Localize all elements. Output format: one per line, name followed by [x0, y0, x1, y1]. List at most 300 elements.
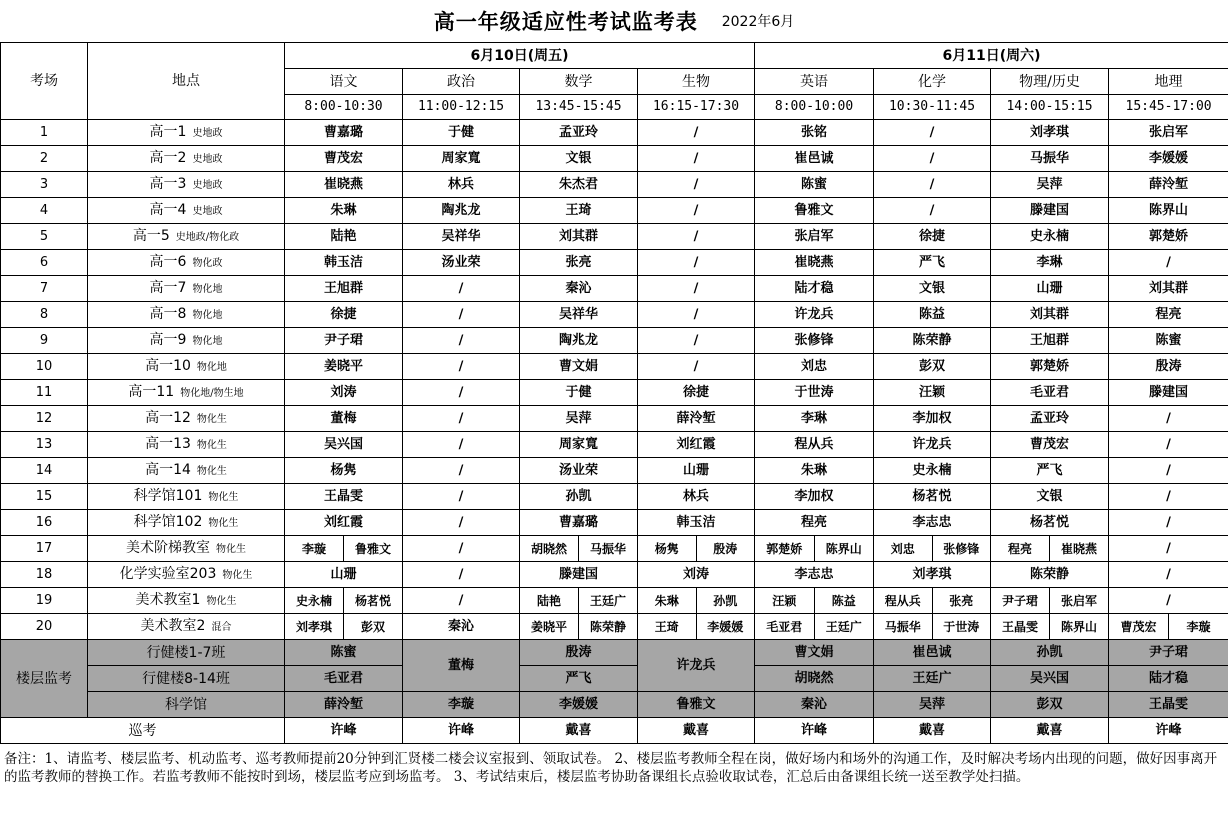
table-row [1, 146, 1228, 172]
proctor-name: 杨茗悦 [354, 593, 391, 608]
class-subject-tag: 物化生 [196, 465, 227, 477]
proctor-cell: 薛泠堑 [1109, 172, 1228, 198]
proctor-pair [285, 588, 402, 613]
proctor-pair-cell [991, 536, 1109, 562]
location-cell [88, 484, 285, 510]
proctor-cell: 山珊 [285, 562, 403, 588]
proctor-pair [520, 614, 637, 639]
table-row [1, 406, 1228, 432]
proctor-pair [991, 536, 1108, 561]
proctor-cell: 史永楠 [991, 224, 1109, 250]
patrol-cell: 许峰 [285, 718, 403, 744]
proctor-cell: / [1109, 432, 1228, 458]
proctor-name: 史永楠 [285, 588, 344, 613]
proctor-cell: 陈界山 [1109, 198, 1228, 224]
proctor-name: 陆艳 [520, 588, 579, 613]
proctor-name: 曹茂宏 [1109, 614, 1169, 639]
location-cell [88, 432, 285, 458]
location-name: 高一5 [132, 227, 170, 244]
proctor-name: 张修锋 [943, 541, 980, 556]
class-subject-tag: 史地政 [192, 205, 223, 217]
table-row [1, 354, 1228, 380]
header-room: 考场 [1, 43, 88, 120]
proctor-cell: / [403, 328, 520, 354]
location-name: 化学实验室203 [119, 565, 217, 582]
proctor-name: 殷涛 [713, 541, 738, 556]
location-name: 美术教室1 [135, 591, 201, 608]
floor-proctor-cell: 李媛媛 [520, 692, 638, 718]
proctor-cell: 孟亚玲 [520, 120, 638, 146]
location-cell [88, 354, 285, 380]
floor-proctor-cell: 尹子珺 [1109, 640, 1228, 666]
class-subject-tag: 物化生 [216, 543, 246, 555]
proctor-cell: 陈益 [874, 302, 991, 328]
proctor-cell: / [638, 328, 755, 354]
location-cell [88, 276, 285, 302]
patrol-cell: 许峰 [1109, 718, 1228, 744]
location-cell [88, 536, 285, 562]
proctor-cell: 韩玉洁 [285, 250, 403, 276]
proctor-cell: 于健 [403, 120, 520, 146]
proctor-cell: 刘其群 [520, 224, 638, 250]
table-row [1, 458, 1228, 484]
floor-proctor-cell: 董梅 [403, 640, 520, 692]
proctor-cell: 彭双 [874, 354, 991, 380]
proctor-pair [874, 588, 990, 613]
proctor-cell: / [874, 172, 991, 198]
proctor-pair-cell [991, 614, 1109, 640]
proctor-pair [755, 588, 873, 613]
class-subject-tag: 混合 [211, 621, 232, 633]
proctor-cell: 董梅 [285, 406, 403, 432]
floor-proctor-cell: 殷涛 [520, 640, 638, 666]
proctor-pair [638, 536, 754, 561]
proctor-cell: 吴萍 [520, 406, 638, 432]
location-cell [88, 250, 285, 276]
proctor-cell: / [1109, 588, 1228, 614]
proctor-cell: / [638, 172, 755, 198]
floor-proctor-cell: 曹文娟 [755, 640, 874, 666]
proctor-cell: 于健 [520, 380, 638, 406]
subject-chemistry: 化学 [874, 69, 991, 95]
class-subject-tag: 史地政 [192, 127, 223, 139]
floor-row [1, 640, 1228, 666]
proctor-pair [1109, 614, 1228, 639]
proctor-cell: / [403, 406, 520, 432]
proctor-name: 张亮 [949, 593, 974, 608]
proctor-pair [991, 588, 1108, 613]
subject-physics-history: 物理/历史 [991, 69, 1109, 95]
proctor-cell: 张启军 [1109, 120, 1228, 146]
class-subject-tag: 物化地 [192, 335, 223, 347]
class-subject-tag: 物化生 [208, 491, 239, 503]
class-subject-tag: 物化生 [196, 413, 227, 425]
proctor-cell: 滕建国 [520, 562, 638, 588]
proctor-cell: 曹茂宏 [285, 146, 403, 172]
proctor-cell: 杨茗悦 [991, 510, 1109, 536]
location-name: 高一13 [145, 435, 191, 452]
proctor-cell: / [638, 276, 755, 302]
floor-proctor-cell: 李璇 [403, 692, 520, 718]
table-row [1, 432, 1228, 458]
proctor-cell: 杨隽 [285, 458, 403, 484]
proctor-cell: / [403, 354, 520, 380]
proctor-name: 陈益 [831, 593, 856, 608]
proctor-cell: / [403, 536, 520, 562]
proctor-cell: / [1109, 484, 1228, 510]
proctor-pair [638, 588, 754, 613]
proctor-cell: / [1109, 458, 1228, 484]
proctor-name: 毛亚君 [755, 614, 815, 639]
table-row [1, 276, 1228, 302]
location-cell [88, 328, 285, 354]
floor-proctor-cell: 崔邑诚 [874, 640, 991, 666]
proctor-name: 李媛媛 [707, 619, 744, 634]
floor-proctor-cell: 孙凯 [991, 640, 1109, 666]
floor-proctor-cell: 彭双 [991, 692, 1109, 718]
proctor-cell: 陶兆龙 [520, 328, 638, 354]
proctor-cell: / [638, 250, 755, 276]
proctor-cell: / [403, 510, 520, 536]
class-subject-tag: 物化政 [192, 257, 223, 269]
proctor-name: 尹子珺 [991, 588, 1050, 613]
proctor-cell: 陈荣静 [991, 562, 1109, 588]
proctor-cell: 崔邑诚 [755, 146, 874, 172]
location-cell [88, 172, 285, 198]
patrol-label: 巡考 [1, 718, 285, 744]
room-number: 1 [1, 120, 88, 146]
proctor-cell: 曹嘉璐 [520, 510, 638, 536]
location-cell [88, 614, 285, 640]
class-subject-tag: 物化生 [196, 439, 227, 451]
proctor-cell: 李加权 [874, 406, 991, 432]
proctor-pair-cell [755, 614, 874, 640]
proctor-cell: / [1109, 536, 1228, 562]
proctor-name: 刘忠 [874, 536, 933, 561]
proctor-cell: 陶兆龙 [403, 198, 520, 224]
location-cell [88, 146, 285, 172]
proctor-cell: 王晶雯 [285, 484, 403, 510]
class-subject-tag: 物化地 [196, 361, 227, 373]
proctor-cell: / [403, 588, 520, 614]
proctor-cell: 鲁雅文 [755, 198, 874, 224]
proctor-cell: 周家寬 [520, 432, 638, 458]
proctor-cell: 杨茗悦 [874, 484, 991, 510]
proctor-cell: / [403, 562, 520, 588]
proctor-name: 刘孝琪 [285, 614, 344, 639]
proctor-cell: / [403, 484, 520, 510]
title-bar [0, 0, 1228, 42]
proctor-cell: 刘孝琪 [874, 562, 991, 588]
header-day2: 6月11日(周六) [755, 43, 1228, 69]
room-number: 15 [1, 484, 88, 510]
location-name: 高一14 [145, 461, 191, 478]
room-number: 2 [1, 146, 88, 172]
time-slot: 14:00-15:15 [991, 95, 1109, 120]
proctor-name: 杨隽 [638, 536, 697, 561]
proctor-cell: 李加权 [755, 484, 874, 510]
proctor-pair [755, 536, 873, 561]
proctor-cell: 张修锋 [755, 328, 874, 354]
table-row [1, 302, 1228, 328]
patrol-cell: 戴喜 [991, 718, 1109, 744]
floor-proctor-cell: 陈蜜 [285, 640, 403, 666]
location-name: 高一12 [145, 409, 191, 426]
floor-building: 行健楼8-14班 [88, 666, 285, 692]
proctor-cell: / [874, 120, 991, 146]
proctor-cell: 徐捷 [874, 224, 991, 250]
room-number: 9 [1, 328, 88, 354]
proctor-cell: / [874, 146, 991, 172]
proctor-cell: 王琦 [520, 198, 638, 224]
proctor-name: 陈荣静 [589, 619, 626, 634]
proctor-cell: 张亮 [520, 250, 638, 276]
patrol-cell: 戴喜 [520, 718, 638, 744]
proctor-cell: / [403, 432, 520, 458]
floor-row [1, 666, 1228, 692]
proctor-cell: 刘红霞 [638, 432, 755, 458]
proctor-cell: 汤业荣 [520, 458, 638, 484]
proctor-name: 彭双 [360, 619, 385, 634]
proctor-cell: / [638, 224, 755, 250]
proctor-cell: 吴祥华 [403, 224, 520, 250]
proctor-cell: 尹子珺 [285, 328, 403, 354]
location-cell [88, 406, 285, 432]
proctor-pair-cell [638, 614, 755, 640]
proctor-cell: / [638, 198, 755, 224]
proctor-name: 胡晓然 [520, 536, 579, 561]
location-name: 高一4 [149, 201, 187, 218]
proctor-name: 朱琳 [638, 588, 697, 613]
proctor-cell: 刘忠 [755, 354, 874, 380]
proctor-cell: / [1109, 406, 1228, 432]
floor-proctor-cell: 王廷广 [874, 666, 991, 692]
location-cell [88, 120, 285, 146]
proctor-cell: 程从兵 [755, 432, 874, 458]
proctor-pair-cell [874, 614, 991, 640]
proctor-cell: 文银 [991, 484, 1109, 510]
room-number: 4 [1, 198, 88, 224]
table-row [1, 536, 1228, 562]
floor-proctor-cell: 严飞 [520, 666, 638, 692]
proctor-cell: / [638, 354, 755, 380]
proctor-cell: 殷涛 [1109, 354, 1228, 380]
room-number: 7 [1, 276, 88, 302]
proctor-cell: 郭楚娇 [1109, 224, 1228, 250]
floor-proctor-cell: 王晶雯 [1109, 692, 1228, 718]
room-number: 10 [1, 354, 88, 380]
location-cell [88, 588, 285, 614]
proctor-cell: 滕建国 [991, 198, 1109, 224]
location-name: 高一7 [149, 279, 187, 296]
table-row [1, 562, 1228, 588]
floor-building: 科学馆 [88, 692, 285, 718]
patrol-cell: 许峰 [755, 718, 874, 744]
proctor-pair-cell [520, 614, 638, 640]
table-row [1, 588, 1228, 614]
table-body [1, 43, 1228, 744]
time-slot: 8:00-10:00 [755, 95, 874, 120]
proctor-cell: 吴萍 [991, 172, 1109, 198]
header-location: 地点 [88, 43, 285, 120]
floor-proctor-cell: 许龙兵 [638, 640, 755, 692]
class-subject-tag: 物化地 [192, 283, 223, 295]
location-name: 美术教室2 [140, 617, 206, 634]
proctor-name: 姜晓平 [520, 614, 579, 639]
proctor-cell: 严飞 [874, 250, 991, 276]
page-title: 高一年级适应性考试监考表 [433, 9, 698, 34]
proctor-name: 王晶雯 [991, 614, 1050, 639]
proctor-cell: 程亮 [1109, 302, 1228, 328]
proctor-pair-cell [874, 588, 991, 614]
proctor-cell: 王旭群 [285, 276, 403, 302]
floor-proctor-cell: 秦沁 [755, 692, 874, 718]
proctor-cell: 林兵 [403, 172, 520, 198]
location-name: 科学馆102 [133, 513, 203, 530]
proctor-pair-cell [755, 536, 874, 562]
proctor-cell: 崔晓燕 [755, 250, 874, 276]
proctor-pair [285, 536, 402, 561]
proctor-cell: 严飞 [991, 458, 1109, 484]
page-subtitle: 2022年6月 [721, 14, 795, 30]
proctor-cell: 曹茂宏 [991, 432, 1109, 458]
proctor-pair [285, 614, 402, 639]
proctor-pair-cell [285, 588, 403, 614]
proctor-pair [520, 536, 637, 561]
floor-proctor-label: 楼层监考 [1, 640, 88, 718]
floor-proctor-cell: 毛亚君 [285, 666, 403, 692]
proctor-name: 王琦 [638, 614, 697, 639]
table-row [1, 250, 1228, 276]
proctor-cell: / [1109, 250, 1228, 276]
proctor-cell: 程亮 [755, 510, 874, 536]
proctor-pair [874, 614, 990, 639]
proctor-cell: / [638, 120, 755, 146]
table-row [1, 510, 1228, 536]
room-number: 16 [1, 510, 88, 536]
proctor-cell: 刘其群 [991, 302, 1109, 328]
proctor-cell: 陈荣静 [874, 328, 991, 354]
proctor-cell: 薛泠堑 [638, 406, 755, 432]
subject-biology: 生物 [638, 69, 755, 95]
table-row [1, 380, 1228, 406]
proctor-pair-cell [874, 536, 991, 562]
proctor-cell: / [403, 458, 520, 484]
table-row [1, 224, 1228, 250]
proctor-name: 崔晓燕 [1061, 541, 1098, 556]
proctor-pair [991, 614, 1108, 639]
proctor-cell: 李志忠 [874, 510, 991, 536]
proctor-pair-cell [638, 588, 755, 614]
location-name: 科学馆101 [133, 487, 203, 504]
patrol-cell: 戴喜 [874, 718, 991, 744]
table-row [1, 172, 1228, 198]
room-number: 20 [1, 614, 88, 640]
floor-row [1, 692, 1228, 718]
proctor-cell: 张铭 [755, 120, 874, 146]
proctor-cell: 陆艳 [285, 224, 403, 250]
proctor-cell: 秦沁 [403, 614, 520, 640]
room-number: 11 [1, 380, 88, 406]
proctor-cell: 崔晓燕 [285, 172, 403, 198]
time-slot: 16:15-17:30 [638, 95, 755, 120]
location-cell [88, 302, 285, 328]
proctor-cell: 山珊 [638, 458, 755, 484]
location-cell [88, 380, 285, 406]
proctor-cell: 文银 [520, 146, 638, 172]
subject-politics: 政治 [403, 69, 520, 95]
proctor-cell: 吴祥华 [520, 302, 638, 328]
floor-proctor-cell: 吴萍 [874, 692, 991, 718]
time-slot: 10:30-11:45 [874, 95, 991, 120]
location-name: 美术阶梯教室 [126, 539, 210, 556]
floor-proctor-cell: 吴兴国 [991, 666, 1109, 692]
proctor-cell: 郭楚娇 [991, 354, 1109, 380]
proctor-cell: 马振华 [991, 146, 1109, 172]
room-number: 8 [1, 302, 88, 328]
location-name: 高一2 [149, 149, 187, 166]
proctor-cell: / [638, 302, 755, 328]
proctor-name: 程亮 [991, 536, 1050, 561]
class-subject-tag: 物化生 [206, 595, 237, 607]
proctor-pair-cell [755, 588, 874, 614]
room-number: 14 [1, 458, 88, 484]
table-row [1, 198, 1228, 224]
class-subject-tag: 物化生 [222, 569, 253, 581]
location-name: 高一8 [149, 305, 187, 322]
proctor-cell: 李媛媛 [1109, 146, 1228, 172]
time-slot: 13:45-15:45 [520, 95, 638, 120]
proctor-cell: 山珊 [991, 276, 1109, 302]
location-cell [88, 224, 285, 250]
proctor-cell: 滕建国 [1109, 380, 1228, 406]
proctor-cell: / [874, 198, 991, 224]
proctor-cell: 于世涛 [755, 380, 874, 406]
location-name: 高一3 [149, 175, 187, 192]
proctor-cell: 刘孝琪 [991, 120, 1109, 146]
location-cell [88, 198, 285, 224]
proctor-cell: 徐捷 [285, 302, 403, 328]
proctor-name: 郭楚娇 [755, 536, 815, 561]
subject-geography: 地理 [1109, 69, 1228, 95]
proctor-name: 王廷广 [589, 593, 626, 608]
location-cell [88, 458, 285, 484]
subject-english: 英语 [755, 69, 874, 95]
floor-proctor-cell: 鲁雅文 [638, 692, 755, 718]
location-cell [88, 510, 285, 536]
proctor-cell: 周家寬 [403, 146, 520, 172]
proctor-cell: 朱杰君 [520, 172, 638, 198]
proctor-name: 马振华 [589, 541, 626, 556]
location-cell [88, 562, 285, 588]
proctor-cell: 许龙兵 [755, 302, 874, 328]
proctor-name: 陈界山 [1061, 619, 1098, 634]
time-slot: 8:00-10:30 [285, 95, 403, 120]
patrol-row [1, 718, 1228, 744]
proctor-cell: / [403, 302, 520, 328]
proctor-pair-cell [285, 536, 403, 562]
proctor-cell: / [403, 276, 520, 302]
proctor-cell: 李琳 [755, 406, 874, 432]
floor-proctor-cell: 薛泠堑 [285, 692, 403, 718]
table-row [1, 484, 1228, 510]
table-row [1, 614, 1228, 640]
header-day1: 6月10日(周五) [285, 43, 755, 69]
proctor-pair [638, 614, 754, 639]
notes: 备注：1、请监考、楼层监考、机动监考、巡考教师提前20分钟到汇贤楼二楼会议室报到、领取试卷。 2、楼层监考教师全程在岗，做好场内和场外的沟通工作，及时解决考场内出现的问题，做好因事离开的监考教师的替换工作。若监考教师不能按时到场，楼层监考应到场监考。 3、考试结束后，楼层监考协助备课组长点验收取试卷，汇总后由备课组长统一送至教学处扫描。 [4, 751, 1218, 785]
proctor-name: 陈界山 [825, 541, 862, 556]
proctor-name: 于世涛 [943, 619, 980, 634]
